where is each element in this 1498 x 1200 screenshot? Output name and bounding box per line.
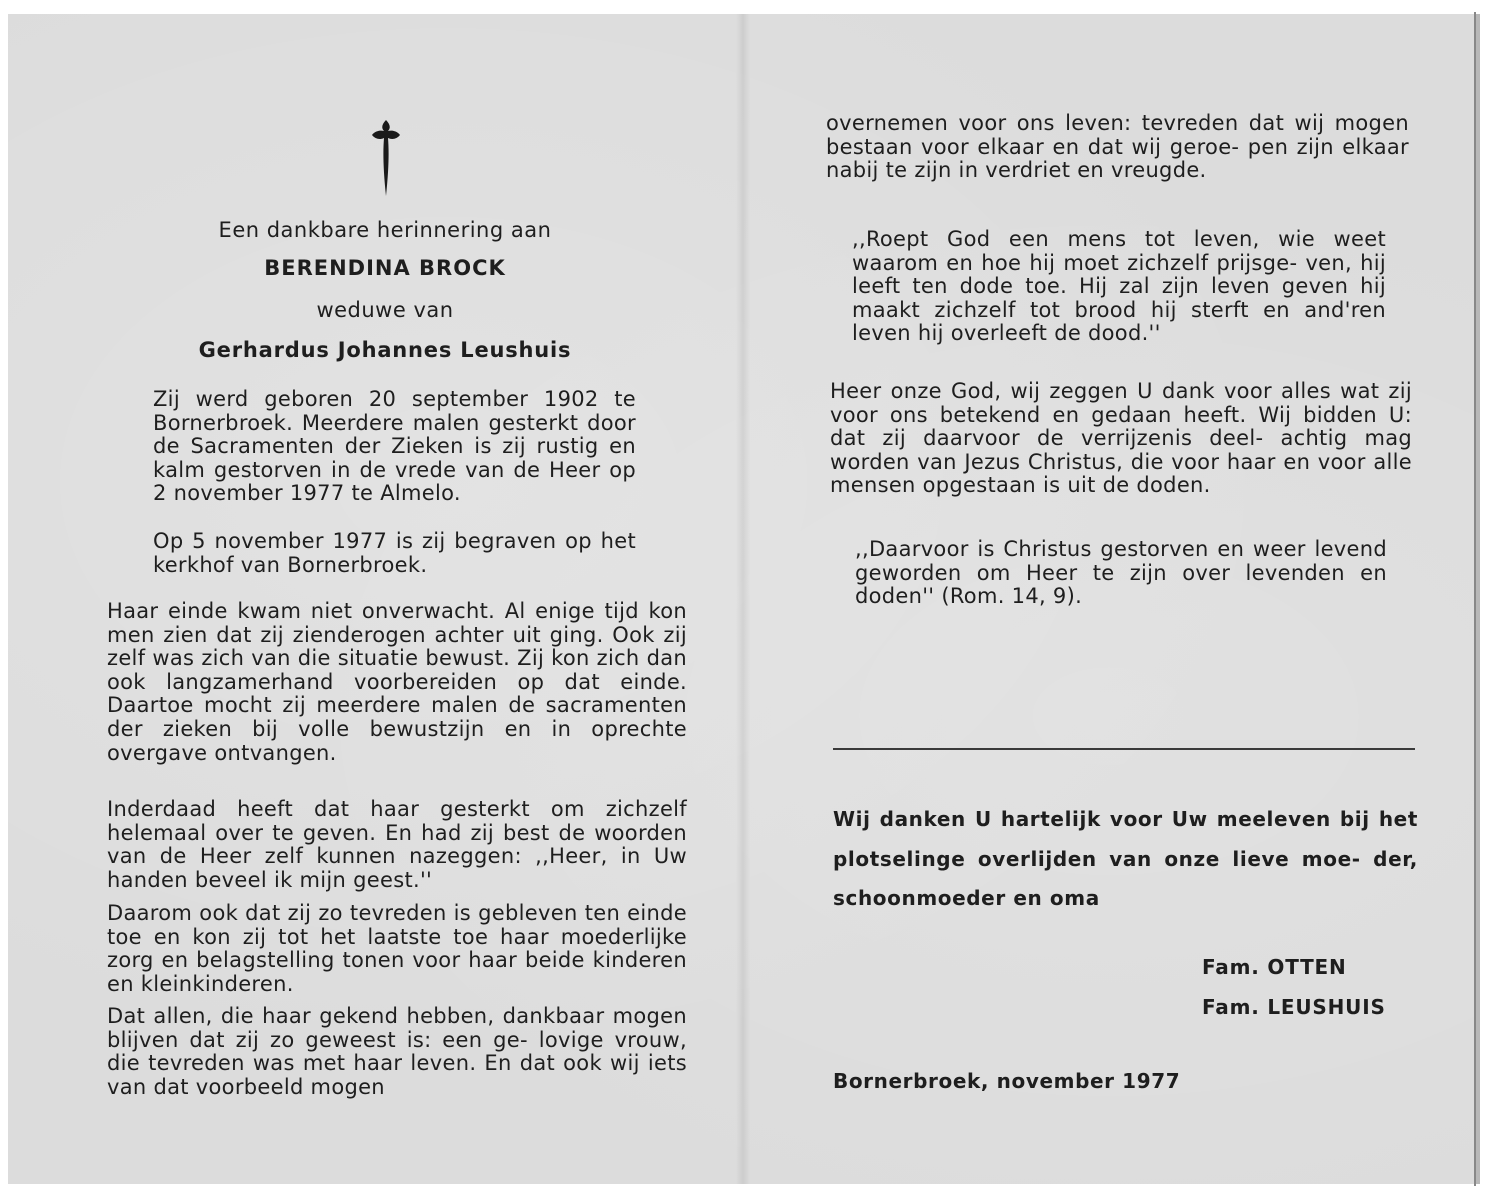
place-date: Bornerbroek, november 1977 [833,1069,1181,1093]
prayer-paragraph: Heer onze God, wij zeggen U dank voor alles wat zij voor ons betekend en gedaan heeft. Wij bidden U: dat zij daarvoor de verrijzenis deel- achtig mag worden van Jezus Christus, die voor haar en voor alle mensen opgestaan is uit de doden. [830,379,1412,498]
widow-of-text: weduwe van [316,298,454,322]
left-paragraph-1: Haar einde kwam niet onverwacht. Al enige tijd kon men zien dat zij zienderogen achter uit ging. Ook zij zelf was zich van die situatie bewust. Zij kon zich dan ook langzamerhand voorbereiden op dat einde. Daartoe mocht zij meerdere malen de sacramenten der zieken bij volle bewustzijn en in oprechte overgave ontvangen. [107,599,688,765]
thanks-paragraph: Wij danken U hartelijk voor Uw meeleven bij het plotselinge overlijden van onze lieve moe- der, schoonmoeder en oma [833,807,1418,910]
left-paragraph-3: Daarom ook dat zij zo tevreden is gebleven ten einde toe en kon zij tot het laatste toe haar moederlijke zorg en belagstelling tonen voor haar beide kinderen en kleinkinderen. [107,901,687,996]
biography-paragraph: Zij werd geboren 20 september 1902 te Bornerbroek. Meerdere malen gesterkt door de Sacramenten der Zieken is zij rustig en kalm gestorven in de vrede van de Heer op 2 november 1977 te Almelo. [153,387,636,506]
card-fold [736,14,750,1184]
cross-icon [366,118,406,198]
quote-paragraph-2: ,,Daarvoor is Christus gestorven en weer levend geworden om Heer te zijn over levenden en doden'' (Rom. 14, 9). [855,537,1387,609]
family-signature-leushuis: Fam. LEUSHUIS [1202,995,1386,1019]
family-signature-otten: Fam. OTTEN [1202,955,1347,979]
divider-line [833,748,1415,750]
intro-text: Een dankbare herinnering aan [218,218,552,242]
burial-paragraph: Op 5 november 1977 is zij begraven op het kerkhof van Bornerbroek. [153,529,636,577]
right-paragraph-1: overnemen voor ons leven: tevreden dat wij mogen bestaan voor elkaar en dat wij geroe- pen zijn elkaar nabij te zijn in verdriet en vreugde. [826,111,1409,183]
card-edge [1474,12,1476,1186]
quote-paragraph-1: ,,Roept God een mens tot leven, wie weet waarom en hoe hij moet zichzelf prijsge- ven, hij leeft ten dode toe. Hij zal zijn leven geven hij maakt zichzelf tot brood hij sterft en and'ren leven hij overleeft de dood.'' [852,227,1387,346]
left-paragraph-4: Dat allen, die haar gekend hebben, dankbaar mogen blijven dat zij zo geweest is: een ge- lovige vrouw, die tevreden was met haar leven. En dat ook wij iets van dat voorbeeld mogen [107,1004,687,1099]
spouse-name: Gerhardus Johannes Leushuis [198,338,572,362]
deceased-name: BERENDINA BROCK [264,256,506,280]
left-paragraph-2: Inderdaad heeft dat haar gesterkt om zichzelf helemaal over te geven. En had zij best de woorden van de Heer zelf kunnen nazeggen: ,,Heer, in Uw handen beveel ik mijn geest.'' [107,797,688,892]
